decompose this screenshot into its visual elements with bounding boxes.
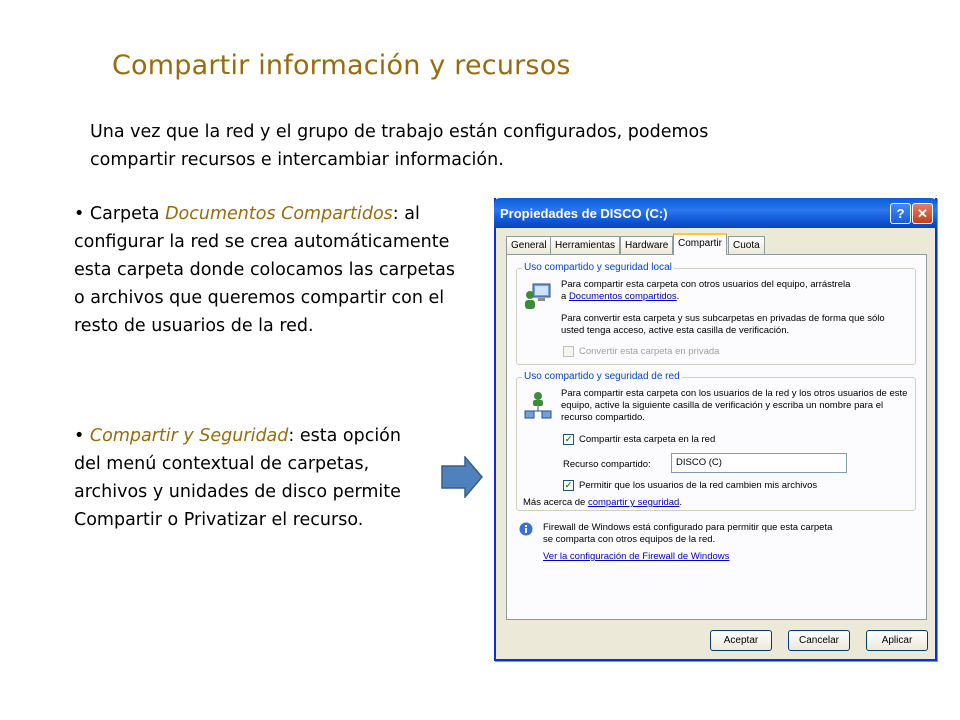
properties-dialog — [494, 198, 937, 661]
network-group-title: Uso compartido y seguridad de red — [524, 371, 680, 382]
local-text-2: Para convertir esta carpeta y sus subcarpetas en privadas de forma que sólo usted tenga acceso, active esta casilla de verificación. — [561, 313, 885, 336]
more-about-prefix: Más acerca de — [523, 497, 588, 508]
tab-hardware[interactable]: Hardware — [620, 236, 673, 254]
tab-compartir[interactable]: Compartir — [673, 233, 727, 255]
bullet-compartir-seguridad — [74, 422, 404, 534]
local-group-title: Uso compartido y seguridad local — [524, 262, 672, 273]
cancel-button[interactable]: Cancelar — [788, 630, 850, 651]
bullet-marker: • — [74, 426, 85, 446]
users-computer-icon — [523, 281, 553, 311]
info-icon — [519, 522, 533, 536]
compartir-panel — [506, 254, 927, 620]
bullet-highlight: Compartir y Seguridad — [89, 426, 289, 446]
network-sharing-group — [516, 371, 916, 511]
right-arrow-icon — [441, 456, 483, 498]
close-button[interactable]: ✕ — [912, 203, 933, 224]
help-button[interactable]: ? — [890, 203, 911, 224]
accept-button[interactable]: Aceptar — [710, 630, 772, 651]
intro-paragraph: Una vez que la red y el grupo de trabajo están configurados, podemos compartir recursos e intercambiar información. — [90, 122, 709, 170]
network-text: Para compartir esta carpeta con los usuarios de la red y los otros usuarios de este equipo, active la siguiente casilla de verificación y escriba un nombre para el recurso compartido. — [561, 388, 908, 423]
local-text-suffix: . — [676, 291, 680, 302]
share-checkbox-label: Compartir esta carpeta en la red — [579, 434, 716, 445]
bullet-text: : esta opción del menú contextual de carpetas, archivos y unidades de disco permite Compartir o Privatizar el recurso. — [74, 426, 401, 530]
dialog-titlebar[interactable] — [494, 198, 937, 228]
bullet-documentos-compartidos — [74, 200, 464, 340]
private-checkbox-label: Convertir esta carpeta en privada — [579, 346, 720, 357]
allow-change-label: Permitir que los usuarios de la red cambien mis archivos — [579, 480, 818, 491]
allow-change-checkbox[interactable]: ✓ — [564, 480, 573, 490]
private-checkbox[interactable] — [563, 346, 574, 357]
more-about-line — [523, 497, 682, 509]
network-share-icon — [523, 390, 553, 420]
local-text-1b — [561, 291, 679, 303]
tab-general[interactable]: General — [506, 236, 552, 254]
tab-cuota[interactable]: Cuota — [728, 236, 765, 254]
share-checkbox[interactable]: ✓ — [564, 434, 573, 444]
slide-title: Compartir información y recursos — [112, 50, 571, 81]
share-name-label: Recurso compartido: — [563, 459, 651, 470]
bullet-highlight: Documentos Compartidos — [165, 204, 393, 224]
more-about-suffix: . — [679, 497, 682, 508]
bullet-marker: • — [74, 204, 85, 224]
bullet-prefix: Carpeta — [89, 204, 166, 224]
local-sharing-group — [516, 262, 916, 365]
apply-button[interactable]: Aplicar — [866, 630, 928, 651]
share-name-input[interactable]: DISCO (C) — [671, 453, 847, 473]
bullet-text: : al configurar la red se crea automáticamente esta carpeta donde colocamos las carpetas o archivos que queremos compartir con el resto de usuarios de la red. — [74, 204, 456, 336]
local-text-1: Para compartir esta carpeta con otros usuarios del equipo, arrástrela — [561, 279, 851, 290]
sharing-security-link[interactable]: compartir y seguridad — [587, 497, 680, 508]
documentos-compartidos-link[interactable]: Documentos compartidos — [568, 291, 677, 302]
local-text-prefix: a — [561, 291, 569, 302]
tab-herramientas[interactable]: Herramientas — [550, 236, 620, 254]
firewall-text: Firewall de Windows está configurado para permitir que esta carpeta se comparta con otros equipos de la red. — [543, 522, 833, 545]
dialog-title: Propiedades de DISCO (C:) — [500, 206, 668, 221]
firewall-settings-link[interactable]: Ver la configuración de Firewall de Windows — [543, 551, 730, 562]
